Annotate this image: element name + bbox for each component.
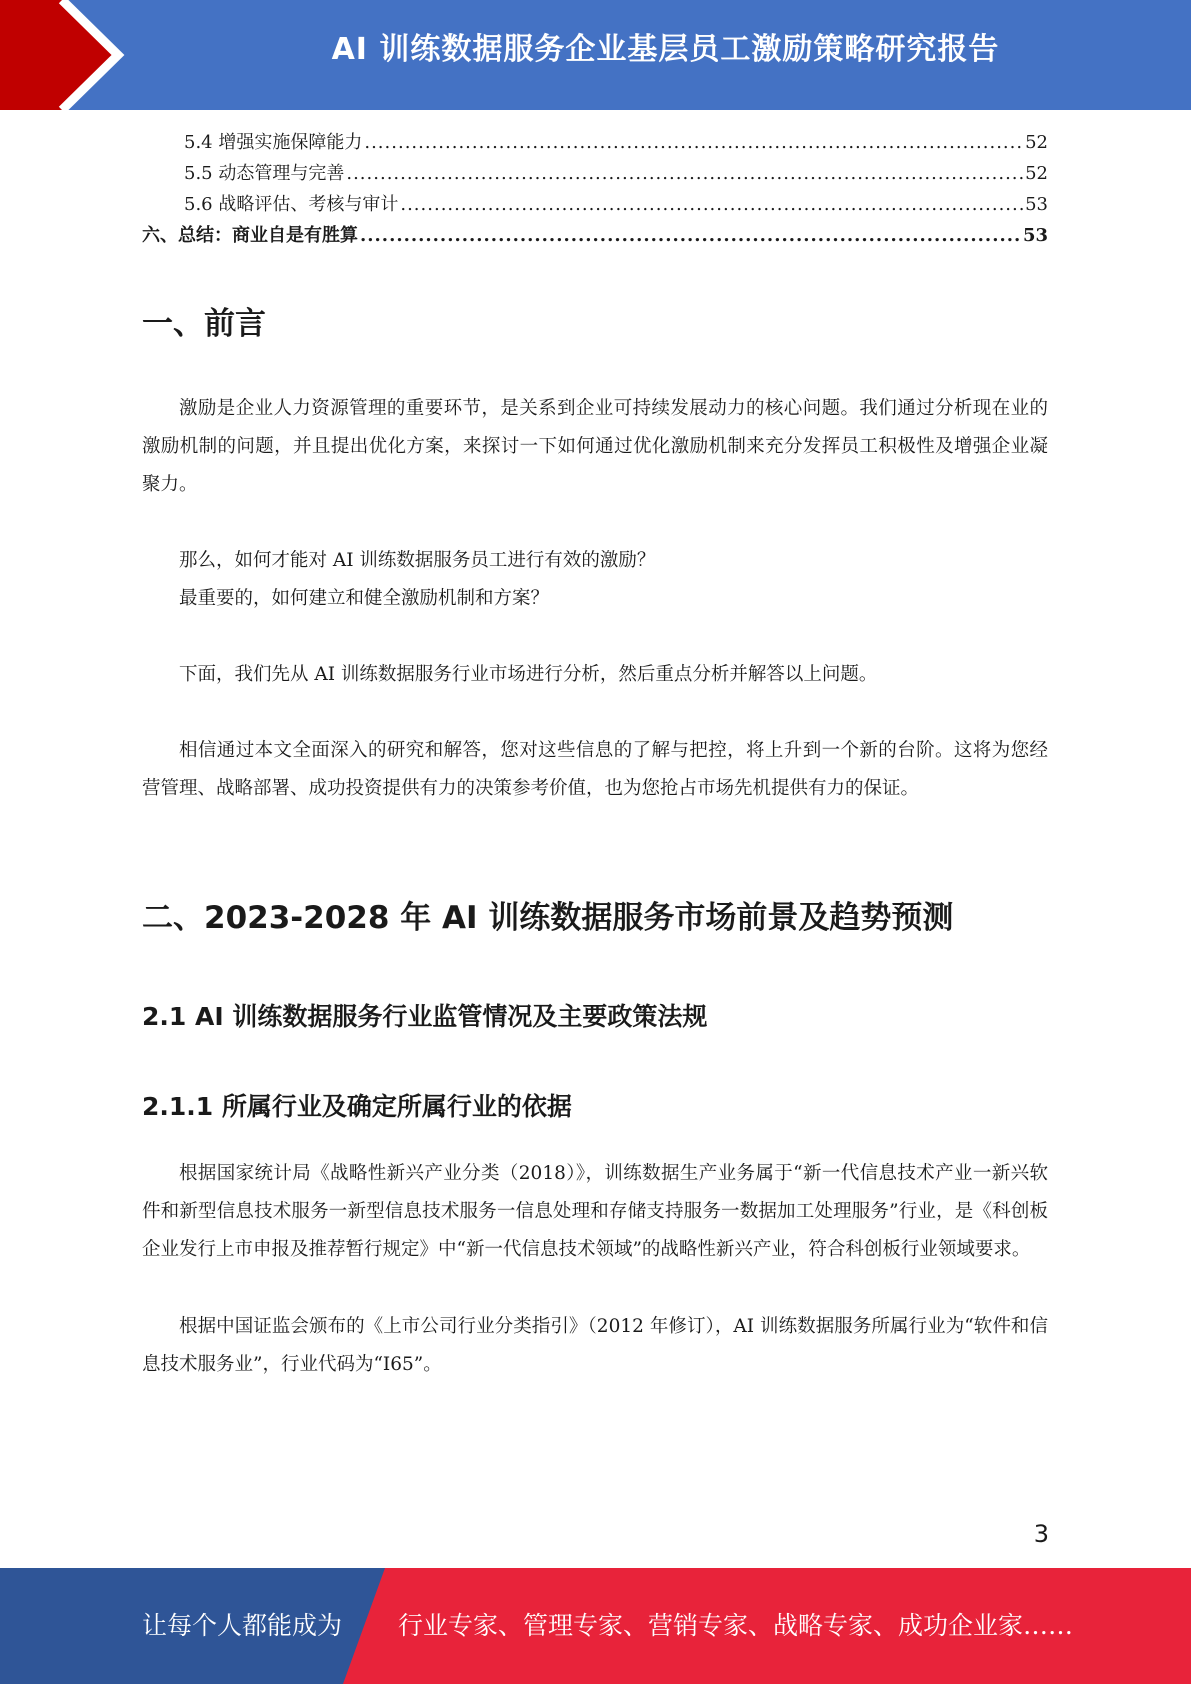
toc-dot-leader bbox=[400, 194, 1023, 215]
toc-entry-label: 六、总结：商业自是有胜算 bbox=[142, 225, 358, 246]
header-chevron-graphic bbox=[0, 0, 160, 110]
toc-entry-5-4[interactable] bbox=[142, 128, 1048, 159]
footer-slogan-right: 行业专家、管理专家、营销专家、战略专家、成功企业家…… bbox=[398, 1611, 1074, 1640]
header-title: AI 训练数据服务企业基层员工激励策略研究报告 bbox=[331, 32, 1000, 67]
toc-dot-leader bbox=[346, 163, 1023, 184]
subsection-2-1-1-heading: 2.1.1 所属行业及确定所属行业的依据 bbox=[142, 1092, 572, 1121]
toc-entry-label: 5.5 动态管理与完善 bbox=[184, 163, 345, 184]
section-1-paragraph-2: 下面，我们先从 AI 训练数据服务行业市场进行分析，然后重点分析并解答以上问题。 bbox=[179, 664, 878, 685]
section-1-paragraph-3: 相信通过本文全面深入的研究和解答，您对这些信息的了解与把控，将上升到一个新的台阶。这将为您经营管理、战略部署、成功投资提供有力的决策参考价值，也为您抢占市场先机提供有力的保证。 bbox=[142, 740, 1048, 799]
toc-dot-leader bbox=[360, 225, 1021, 246]
page-footer bbox=[0, 1568, 1191, 1684]
section-1-question-2: 最重要的，如何建立和健全激励机制和方案？ bbox=[179, 588, 550, 609]
page-number: 3 bbox=[1033, 1520, 1049, 1548]
subsection-2-1-heading: 2.1 AI 训练数据服务行业监管情况及主要政策法规 bbox=[142, 1002, 708, 1031]
document-body bbox=[142, 128, 1048, 1375]
footer-slogan-left: 让每个人都能成为 bbox=[142, 1611, 343, 1640]
toc-entry-page: 53 bbox=[1025, 194, 1048, 215]
table-of-contents bbox=[142, 128, 1048, 252]
section-2-heading: 二、2023-2028 年 AI 训练数据服务市场前景及趋势预测 bbox=[142, 900, 954, 936]
section-1-paragraph-1: 激励是企业人力资源管理的重要环节，是关系到企业可持续发展动力的核心问题。我们通过分析现在业的激励机制的问题，并且提出优化方案，来探讨一下如何通过优化激励机制来充分发挥员工积极性及增强企业凝聚力。 bbox=[142, 398, 1048, 495]
page-header bbox=[0, 0, 1191, 110]
section-1-question-1: 那么，如何才能对 AI 训练数据服务员工进行有效的激励？ bbox=[179, 550, 656, 571]
section-2-paragraph-1: 根据国家统计局《战略性新兴产业分类（2018）》，训练数据生产业务属于“新一代信息技术产业一新兴软件和新型信息技术服务一新型信息技术服务一信息处理和存储支持服务一数据加工处理服务”行业，是《科创板企业发行上市申报及推荐暂行规定》中“新一代信息技术领域”的战略性新兴产业，符合科创板行业领域要求。 bbox=[142, 1163, 1048, 1260]
section-2-paragraph-2: 根据中国证监会颁布的《上市公司行业分类指引》（2012 年修订），AI 训练数据服务所属行业为“软件和信息技术服务业”，行业代码为“I65”。 bbox=[142, 1316, 1048, 1375]
toc-entry-5-5[interactable] bbox=[142, 159, 1048, 190]
toc-entry-page: 53 bbox=[1022, 225, 1048, 246]
section-1-heading: 一、前言 bbox=[142, 306, 266, 342]
toc-entry-5-6[interactable] bbox=[142, 190, 1048, 221]
toc-entry-page: 52 bbox=[1025, 163, 1048, 184]
toc-entry-page: 52 bbox=[1025, 132, 1048, 153]
toc-entry-label: 5.6 战略评估、考核与审计 bbox=[184, 194, 399, 215]
toc-entry-6[interactable] bbox=[142, 221, 1048, 252]
toc-entry-label: 5.4 增强实施保障能力 bbox=[184, 132, 363, 153]
toc-dot-leader bbox=[364, 132, 1023, 153]
